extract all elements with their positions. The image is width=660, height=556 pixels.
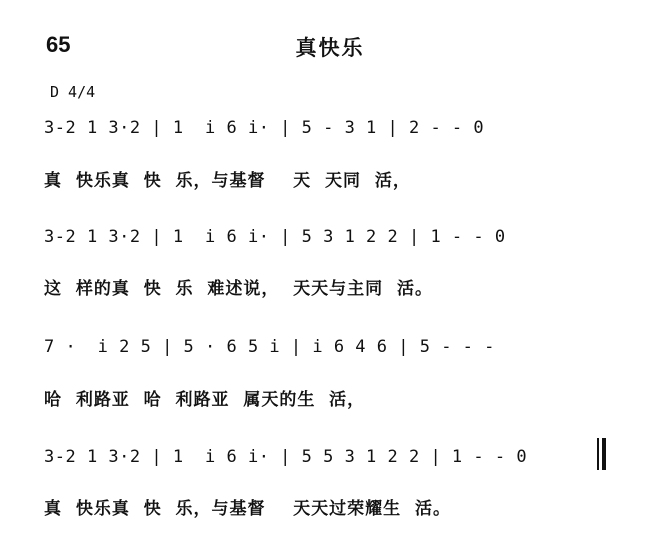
hymn-number: 65 (46, 32, 71, 57)
hymn-title: 真快乐 (295, 36, 365, 60)
notation-line-2: 3-2 1 3·2 | 1 i 6 i· | 5 3 1 2 2 | 1 - - 0 (44, 227, 506, 247)
lyric-line-3: 哈 利路亚 哈 利路亚 属天的生 活， (44, 390, 366, 410)
notation-line-1: 3-2 1 3·2 | 1 i 6 i· | 5 - 3 1 | 2 - - 0 (44, 118, 485, 138)
notation-line-3: 7 · i 2 5 | 5 · 6 5 i | i 6 4 6 | 5 - - - (44, 337, 495, 357)
notation-line-4: 3-2 1 3·2 | 1 i 6 i· | 5 5 3 1 2 2 | 1 - - 0 (44, 447, 528, 467)
lyric-line-1: 真 快乐真 快 乐，与基督 天 天同 活， (44, 171, 411, 191)
lyric-line-4: 真 快乐真 快 乐，与基督 天天过荣耀生 活。 (44, 499, 452, 519)
key-signature: D 4/4 (50, 83, 96, 101)
lyric-line-2: 这 样的真 快 乐 难述说， 天天与主同 活。 (44, 279, 434, 299)
